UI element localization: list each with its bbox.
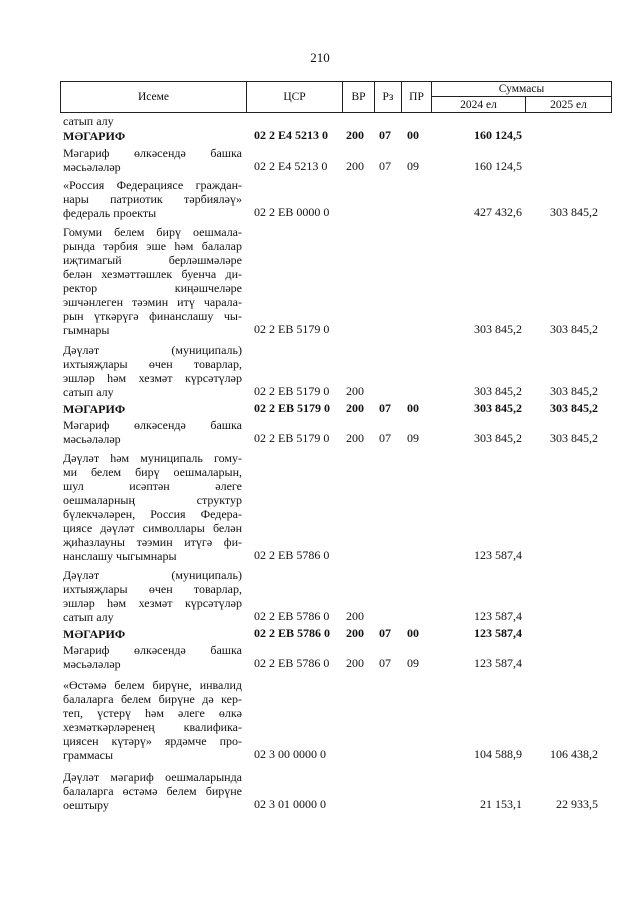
row-name-line: нары патриотик тәрбияләү» [63,192,242,206]
row-sum-2025: 303 845,2 [550,205,598,219]
row-name-line: рында тәрбия эше һәм балалар [63,239,242,253]
row-sum-2024: 303 845,2 [474,322,522,336]
row-name-line: бүлекчәләрен, Россия Федера- [63,507,242,521]
header-csr: ЦСР [246,81,343,113]
row-csr: 02 3 01 0000 0 [254,797,326,811]
row-name [63,418,242,446]
row-rz: 07 [379,401,391,415]
row-name-line: эшчәнлеген тәэмин итү чарала- [63,295,242,309]
header-sums: Суммасы [431,81,612,97]
table-row [0,451,640,565]
row-name-line: МӘГАРИФ [63,627,126,641]
row-name-line: мәсьәләләр [63,160,121,174]
row-rz: 07 [379,159,391,173]
row-name-line: ихтыяҗлары өчен товарлар, [63,582,242,596]
table-header [60,81,612,113]
row-sum-2024: 104 588,9 [474,747,522,761]
row-csr: 02 2 Е4 5213 0 [254,159,328,173]
row-name-line: сатып алу [63,610,114,624]
row-name-line: циясен күтәрү» ярдәмче про- [63,734,242,748]
row-sum-2024: 160 124,5 [474,128,522,142]
row-name-line: оешмаларның структур [63,493,242,507]
row-sum-2025: 303 845,2 [550,384,598,398]
row-name [63,146,242,174]
row-vr: 200 [346,128,364,142]
row-pr: 09 [407,431,419,445]
row-name-line: Мәгариф өлкәсендә башка [63,418,242,432]
row-sum-2025: 303 845,2 [550,322,598,336]
row-sum-2024: 303 845,2 [474,431,522,445]
row-csr: 02 2 ЕВ 5179 0 [254,322,330,336]
row-name-line: мәсьәләләр [63,657,121,671]
row-name-line: иҗтимагый берләшмәләре [63,253,242,267]
row-name [63,343,242,399]
row-sum-2024: 123 587,4 [474,609,522,623]
row-vr: 200 [346,384,364,398]
row-name-line: циясе дәүләт символлары белән [63,521,242,535]
row-csr: 02 2 ЕВ 5179 0 [254,384,330,398]
header-name: Исеме [60,81,247,113]
row-name-line: җиһазлауны тәэмин итүгә фи- [63,535,242,549]
row-name-line: «Россия Федерациясе граждан- [63,178,242,192]
row-name [63,451,242,563]
row-name-line: белән хезмәттәшлек буенча ди- [63,267,242,281]
table-row [0,568,640,626]
row-name-line: граммасы [63,748,114,762]
row-pr: 09 [407,656,419,670]
row-name-line: Дәүләт (муниципаль) [63,343,242,357]
row-name [63,225,242,337]
row-name-line: ихтыяҗлары өчен товарлар, [63,357,242,371]
row-name-line: Дәүләт һәм муниципаль гому- [63,451,242,465]
row-rz: 07 [379,431,391,445]
table-row [0,129,640,145]
table-row [0,146,640,176]
row-name-line: МӘГАРИФ [63,129,126,143]
row-name-line: балаларга белем бирүне дә кер- [63,692,242,706]
row-pr: 00 [407,401,419,415]
row-vr: 200 [346,431,364,445]
row-sum-2024: 123 587,4 [474,626,522,640]
row-csr: 02 2 ЕВ 5179 0 [254,401,331,415]
row-sum-2025: 22 933,5 [556,797,598,811]
table-row [0,643,640,673]
row-name-line: нанслашу чыгымнары [63,549,177,563]
row-rz: 07 [379,128,391,142]
row-name [63,129,242,143]
row-name [63,643,242,671]
row-vr: 200 [346,626,364,640]
row-name-line: балаларга өстәмә белем бирүне [63,784,242,798]
header-pr: ПР [401,81,432,113]
page-number: 210 [310,50,330,65]
row-name-line: федераль проекты [63,206,157,220]
row-name [63,114,242,128]
row-name-line: ректор киңәшчеләре [63,281,242,295]
row-name-line: «Өстәмә белем бирүне, инвалид [63,678,242,692]
row-vr: 200 [346,609,364,623]
row-sum-2025: 106 438,2 [550,747,598,761]
row-pr: 00 [407,128,419,142]
row-sum-2024: 160 124,5 [474,159,522,173]
row-name-line: Гомуми белем бирү оешмала- [63,225,242,239]
row-vr: 200 [346,401,364,415]
row-sum-2025: 303 845,2 [550,401,598,415]
table-row [0,770,640,814]
row-rz: 07 [379,656,391,670]
header-vr: ВР [342,81,375,113]
header-year-2025: 2025 ел [525,96,612,113]
row-name-line: оештыру [63,798,109,812]
row-name [63,178,242,220]
row-csr: 02 2 ЕВ 5786 0 [254,548,330,562]
row-name-line: Дәүләт (муниципаль) [63,568,242,582]
row-sum-2024: 123 587,4 [474,548,522,562]
row-name [63,402,242,416]
row-csr: 02 2 ЕВ 0000 0 [254,205,330,219]
row-name-line: гымнары [63,323,110,337]
row-name [63,678,242,762]
row-sum-2024: 303 845,2 [474,401,522,415]
row-name-line: сатып алу [63,114,114,128]
row-name-line: хезмәткәрләренең квалифика- [63,720,242,734]
row-csr: 02 2 ЕВ 5786 0 [254,656,330,670]
row-pr: 00 [407,626,419,640]
row-csr: 02 2 ЕВ 5179 0 [254,431,330,445]
row-sum-2024: 21 153,1 [480,797,522,811]
row-csr: 02 3 00 0000 0 [254,747,326,761]
header-rz: Рз [374,81,402,113]
row-sum-2024: 427 432,6 [474,205,522,219]
row-sum-2024: 303 845,2 [474,384,522,398]
table-row [0,343,640,401]
table-row [0,225,640,339]
row-name-line: шул исәптән әлеге [63,479,242,493]
row-name-line: ми белем бирү оешмаларын, [63,465,242,479]
row-name-line: Мәгариф өлкәсендә башка [63,146,242,160]
table-row [0,627,640,643]
row-name-line: МӘГАРИФ [63,402,126,416]
row-name-line: Мәгариф өлкәсендә башка [63,643,242,657]
row-name-line: Дәүләт мәгариф оешмаларында [63,770,242,784]
row-name [63,770,242,812]
row-name-line: сатып алу [63,385,114,399]
table-row [0,178,640,222]
row-name [63,568,242,624]
row-csr: 02 2 ЕВ 5786 0 [254,609,330,623]
row-name-line: теп, үстерү һәм әлеге өлкә [63,706,242,720]
row-csr: 02 2 Е4 5213 0 [254,128,329,142]
row-csr: 02 2 ЕВ 5786 0 [254,626,331,640]
row-vr: 200 [346,159,364,173]
row-vr: 200 [346,656,364,670]
row-name-line: эшләр һәм хезмәт күрсәтүләр [63,371,242,385]
row-sum-2024: 123 587,4 [474,656,522,670]
row-name [63,627,242,641]
row-pr: 09 [407,159,419,173]
table-row [0,678,640,764]
row-sum-2025: 303 845,2 [550,431,598,445]
row-name-line: мәсьәләләр [63,432,121,446]
row-name-line: эшләр һәм хезмәт күрсәтүләр [63,596,242,610]
header-year-2024: 2024 ел [431,96,526,113]
row-rz: 07 [379,626,391,640]
row-name-line: рын үткәрүгә финанслашу чы- [63,309,242,323]
table-row [0,402,640,418]
table-row [0,418,640,448]
